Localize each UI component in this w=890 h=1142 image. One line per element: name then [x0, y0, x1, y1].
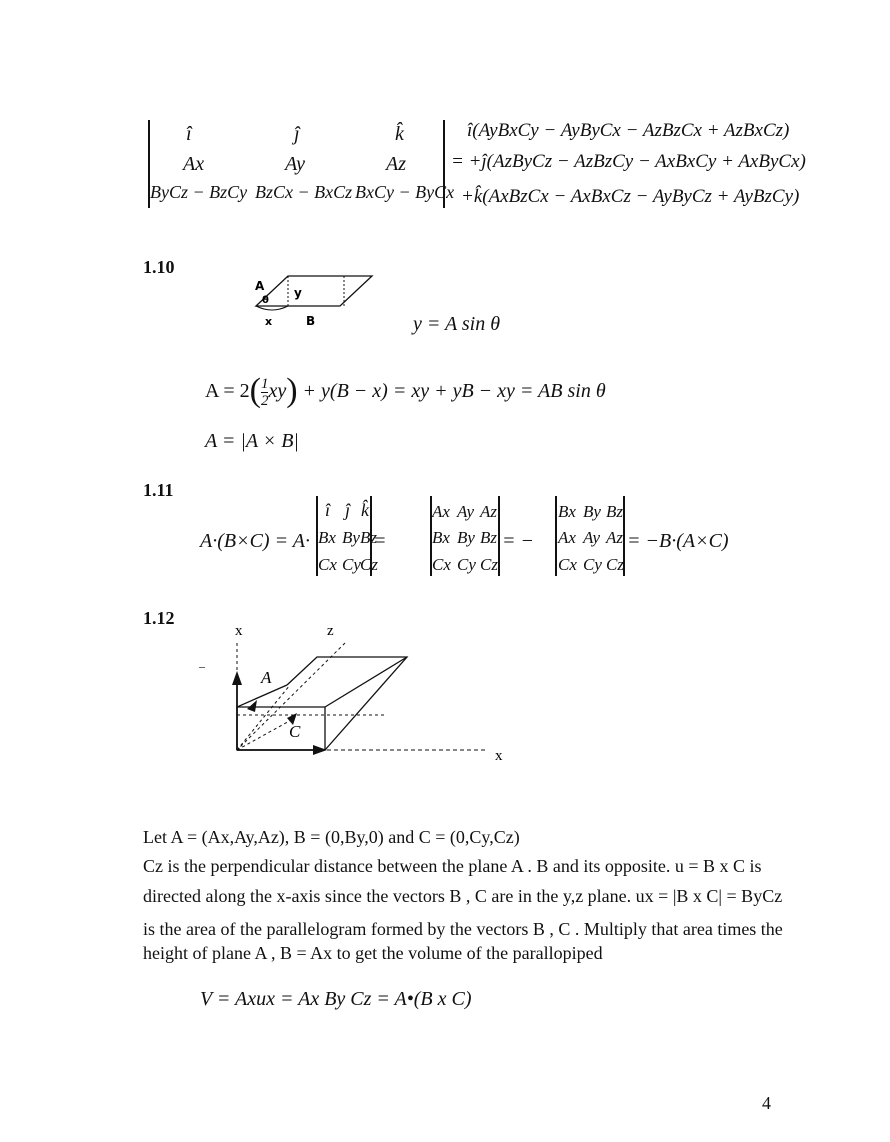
det1-ay: Ay — [285, 153, 305, 175]
fig110-label-y: y — [294, 286, 302, 300]
det1-c3: BxCy − ByCx — [355, 182, 455, 202]
para-line-3: directed along the x-axis since the vectors B , C are in the y,z plane. ux = |B x C| = ByCz — [143, 886, 783, 906]
eq-cross-magnitude: A = |A × B| — [205, 430, 299, 452]
para-line-5: height of plane A , B = Ax to get the volume of the parallopiped — [143, 943, 603, 963]
heading-1-12: 1.12 — [143, 608, 175, 628]
eq-111-eq1: = — [373, 530, 387, 552]
eq-volume: V = Axux = Ax By Cz = A•(B x C) — [200, 988, 472, 1010]
det1-result-1: î(AyBxCy − AyByCx − AzBzCx + AzBxCz) — [467, 120, 790, 141]
figure-1-12 — [195, 615, 515, 775]
fig110-label-x: x — [265, 315, 273, 328]
det1-result-2: = +ĵ(AzByCz − AzBzCy − AxBxCy + AxByCx) — [451, 151, 806, 172]
figure-1-10 — [240, 270, 380, 330]
eq-111-lhs: A·(B×C) = A· — [200, 530, 310, 552]
det1-ax: Ax — [183, 153, 205, 175]
para-line-2: Cz is the perpendicular distance between the plane A . B and its opposite. u = B x C is — [143, 856, 762, 876]
para-line-4: is the area of the parallelogram formed by the vectors B , C . Multiply that area times the — [143, 919, 783, 939]
area-paren-close: ) — [286, 372, 298, 409]
area-paren-open: ( — [249, 372, 261, 409]
frac-num: 1 — [260, 375, 269, 392]
area-tail: + y(B − x) = xy + yB − xy = AB sin θ — [302, 380, 606, 402]
area-rest: xy — [268, 380, 287, 402]
fig112-x-right: x — [495, 748, 503, 764]
fig112-dash: – — [199, 659, 205, 673]
fig110-label-a: A — [255, 279, 265, 293]
fig110-label-theta: θ — [262, 295, 269, 306]
para-line-1: Let A = (Ax,Ay,Az), B = (0,By,0) and C = (0,Cy,Cz) — [143, 827, 520, 847]
heading-1-11: 1.11 — [143, 480, 174, 500]
det1-c1: ByCz − BzCy — [150, 182, 248, 202]
page-number: 4 — [762, 1093, 771, 1113]
fig112-label-c: C — [289, 722, 301, 741]
eq-111-eq2: = − — [502, 530, 534, 552]
frac-den: 2 — [260, 392, 269, 409]
det1-c2: BzCx − BxCz — [255, 182, 353, 202]
area-prefix: A = 2 — [205, 380, 250, 402]
eq-111-rhs: = −B·(A×C) — [627, 530, 729, 552]
eq-y-asin: y = A sin θ — [413, 313, 501, 335]
det1-k: k̂ — [395, 123, 404, 145]
fig112-label-a: A — [261, 668, 272, 687]
det1-i: î — [186, 123, 192, 145]
eq-area — [205, 368, 606, 409]
fig112-x-top: x — [235, 623, 243, 639]
heading-1-10: 1.10 — [143, 257, 175, 277]
det1-az: Az — [386, 153, 406, 175]
fig110-label-b: B — [306, 314, 316, 328]
det1-result-3: +k̂(AxBzCx − AxBxCz − AyByCz + AyBzCy) — [461, 186, 800, 207]
det1-j: ĵ — [294, 123, 300, 145]
fig112-z-top: z — [327, 623, 334, 639]
